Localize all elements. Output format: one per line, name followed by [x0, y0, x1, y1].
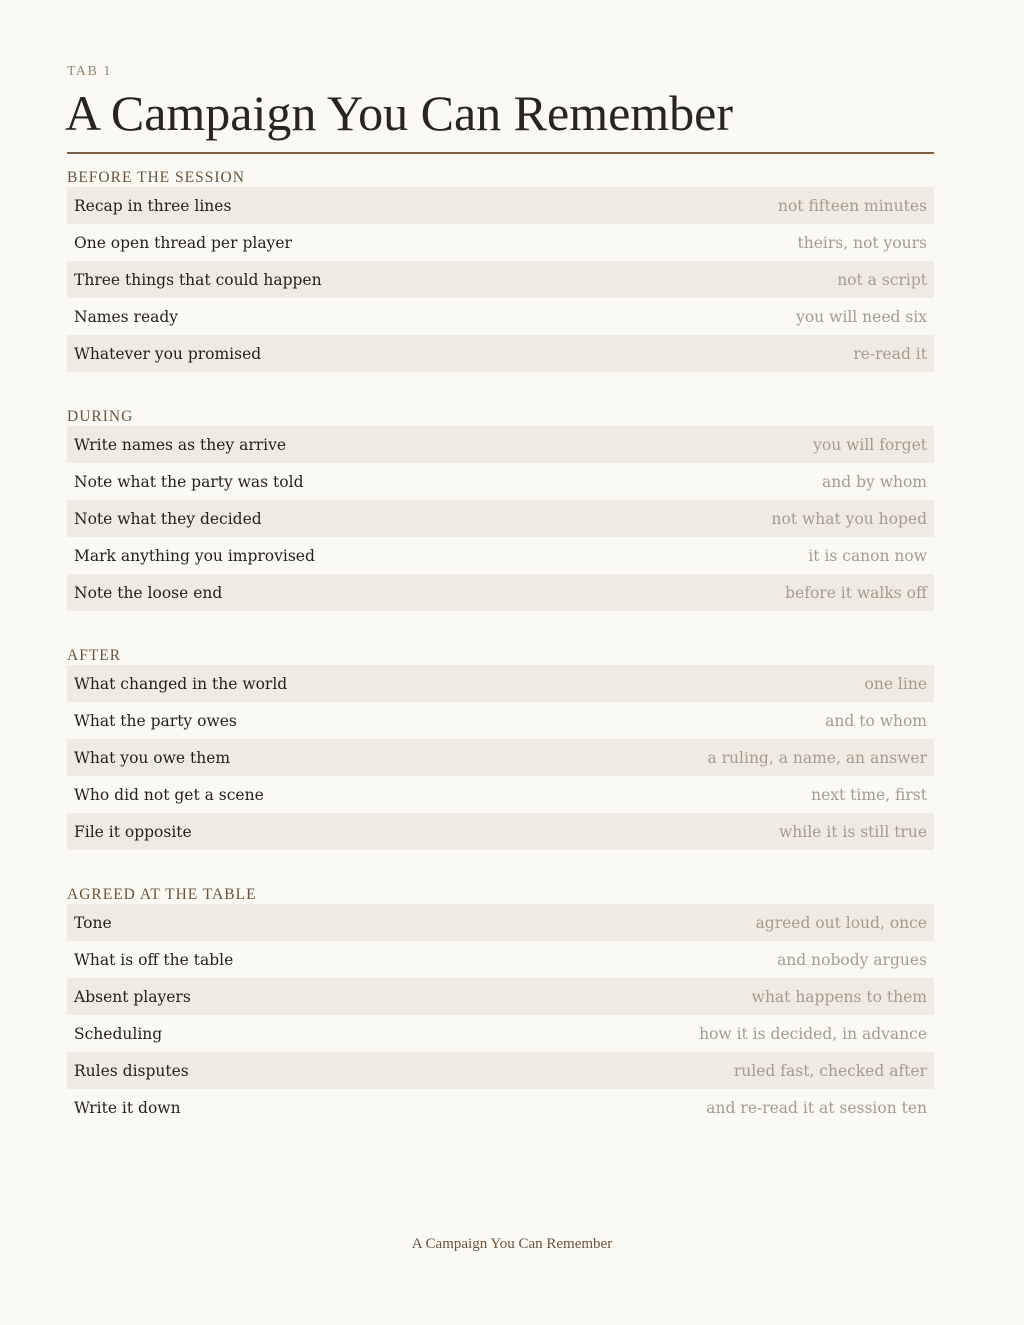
checklist-row: [67, 702, 934, 739]
row-label: One open thread per player: [74, 233, 292, 252]
checklist-row: [67, 739, 934, 776]
section-heading: AGREED AT THE TABLE: [67, 886, 257, 903]
checklist-row: [67, 1015, 934, 1052]
section-during: [67, 409, 934, 611]
row-label: What changed in the world: [74, 674, 288, 693]
row-label: Three things that could happen: [74, 270, 322, 289]
row-label: Mark anything you improvised: [74, 546, 315, 565]
checklist-row: [67, 574, 934, 611]
row-note: not what you hoped: [771, 509, 927, 528]
row-note: and by whom: [822, 472, 927, 491]
checklist: [67, 187, 934, 372]
title-divider: [67, 152, 934, 154]
row-label: Note what the party was told: [74, 472, 304, 491]
section-heading: BEFORE THE SESSION: [67, 169, 245, 186]
row-label: Tone: [74, 913, 112, 932]
row-note: a ruling, a name, an answer: [707, 748, 927, 767]
tab-label: TAB 1: [67, 64, 112, 79]
page-footer: A Campaign You Can Remember: [411, 1236, 613, 1252]
row-note: re-read it: [853, 344, 927, 363]
row-label: Rules disputes: [74, 1061, 189, 1080]
checklist-row: [67, 537, 934, 574]
checklist-row: [67, 941, 934, 978]
row-note: before it walks off: [785, 583, 927, 602]
section-after: [67, 648, 934, 850]
checklist-row: [67, 904, 934, 941]
checklist-row: [67, 224, 934, 261]
row-note: it is canon now: [808, 546, 927, 565]
checklist-row: [67, 978, 934, 1015]
row-note: and to whom: [825, 711, 927, 730]
checklist-row: [67, 426, 934, 463]
row-label: Write it down: [74, 1098, 181, 1117]
row-note: and nobody argues: [777, 950, 927, 969]
row-label: Note the loose end: [74, 583, 223, 602]
checklist-row: [67, 335, 934, 372]
section-agreed-at-the-table: [67, 887, 934, 1126]
row-label: Scheduling: [74, 1024, 163, 1043]
row-note: and re-read it at session ten: [706, 1098, 927, 1117]
checklist-row: [67, 463, 934, 500]
row-label: Absent players: [74, 987, 191, 1006]
row-note: while it is still true: [779, 822, 927, 841]
row-label: Who did not get a scene: [74, 785, 264, 804]
row-note: ruled fast, checked after: [733, 1061, 927, 1080]
checklist-row: [67, 500, 934, 537]
checklist-row: [67, 1052, 934, 1089]
row-note: how it is decided, in advance: [699, 1024, 927, 1043]
checklist: [67, 904, 934, 1126]
checklist-row: [67, 261, 934, 298]
row-label: What is off the table: [74, 950, 234, 969]
row-label: What you owe them: [74, 748, 231, 767]
row-label: Note what they decided: [74, 509, 262, 528]
checklist-row: [67, 1089, 934, 1126]
row-label: Names ready: [74, 307, 179, 326]
section-before-the-session: [67, 170, 934, 372]
row-note: agreed out loud, once: [755, 913, 927, 932]
row-note: theirs, not yours: [797, 233, 927, 252]
row-label: Whatever you promised: [74, 344, 262, 363]
row-label: What the party owes: [74, 711, 237, 730]
checklist-row: [67, 813, 934, 850]
row-note: one line: [864, 674, 927, 693]
row-note: not fifteen minutes: [777, 196, 927, 215]
row-note: you will need six: [796, 307, 927, 326]
row-note: next time, first: [811, 785, 927, 804]
row-label: File it opposite: [74, 822, 192, 841]
row-note: what happens to them: [751, 987, 927, 1006]
checklist-row: [67, 298, 934, 335]
checklist: [67, 426, 934, 611]
section-heading: AFTER: [67, 647, 122, 664]
row-label: Write names as they arrive: [74, 435, 287, 454]
row-note: you will forget: [813, 435, 927, 454]
checklist-row: [67, 776, 934, 813]
section-heading: DURING: [67, 408, 134, 425]
page-title: A Campaign You Can Remember: [65, 85, 734, 141]
row-label: Recap in three lines: [74, 196, 232, 215]
checklist: [67, 665, 934, 850]
checklist-row: [67, 665, 934, 702]
row-note: not a script: [837, 270, 927, 289]
checklist-row: [67, 187, 934, 224]
